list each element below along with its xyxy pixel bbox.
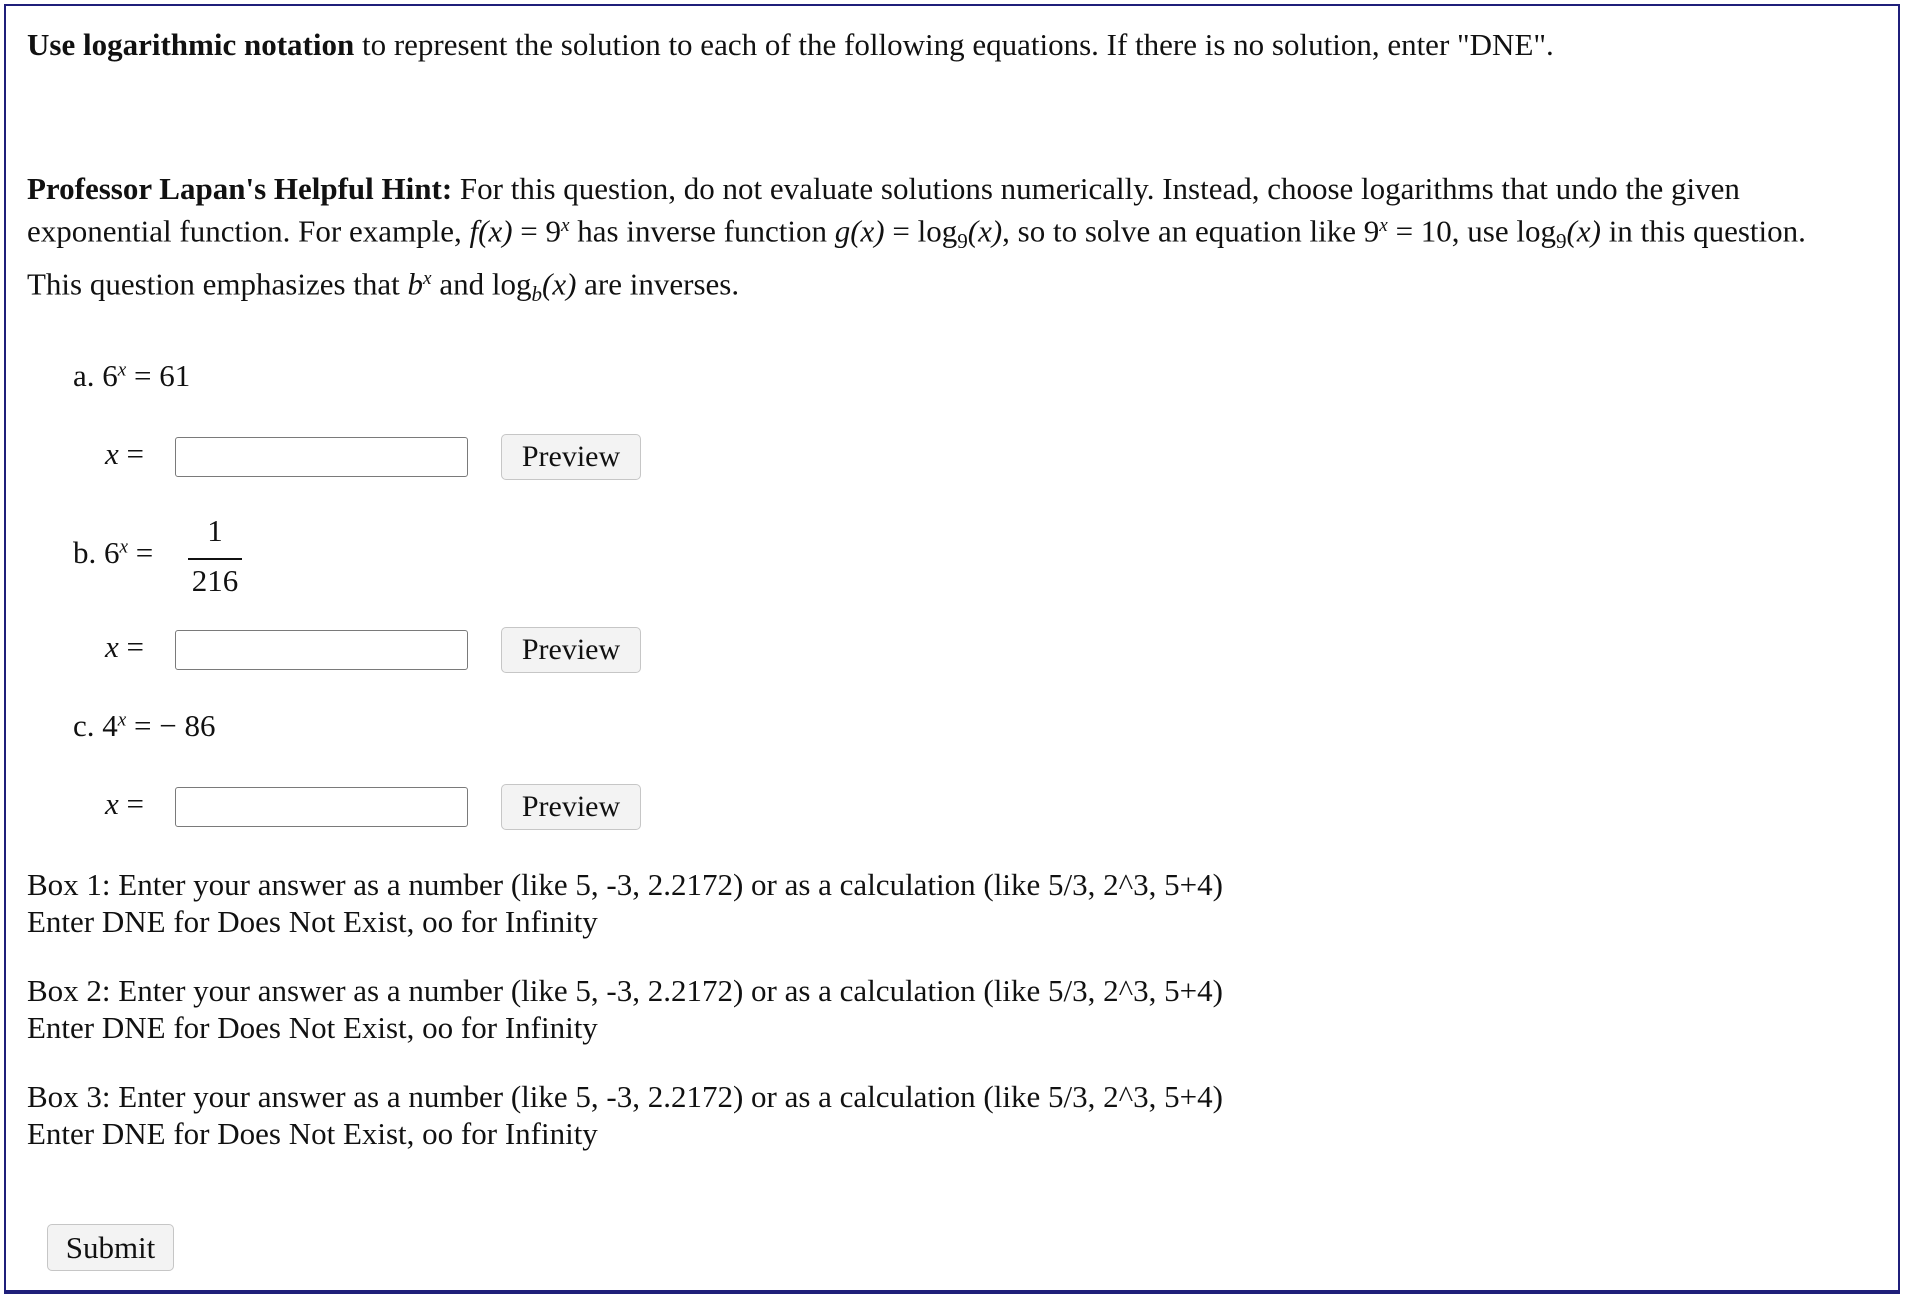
answer-b-input[interactable] [175,630,468,670]
question-b [73,535,153,571]
answer-c-label [105,786,144,822]
hint-gx: (x) [850,213,885,249]
box-3-help-line-2: Enter DNE for Does Not Exist, oo for Infinity [27,1116,598,1151]
box-2-help [27,972,1223,1046]
answer-a-label [105,436,144,472]
hint-g: g [834,213,851,249]
question-b-exp: x [119,536,129,558]
answer-a-eq: = [118,436,144,471]
hint-base-2: 9 [1555,228,1567,253]
question-a-rhs: 61 [159,358,191,393]
hint-base-1: 9 [957,228,968,253]
answer-c-var: x [105,786,119,821]
answer-a-var: x [105,436,119,471]
hint-f: f [469,213,479,249]
hint-text-2: has inverse function [569,213,835,249]
box-2-help-line-1: Box 2: Enter your answer as a number (like 5, -3, 2.2172) or as a calculation (like 5/3, 2^3, 5+4) [27,973,1223,1008]
answer-c-input[interactable] [175,787,468,827]
hint-b: b [407,266,424,302]
fraction-bar [188,558,242,560]
answer-a-input[interactable] [175,437,468,477]
hint-paragraph [27,170,1867,313]
answer-b-var: x [105,629,119,664]
fraction-denominator: 216 [191,563,239,598]
box-1-help-line-1: Box 1: Enter your answer as a number (like 5, -3, 2.2172) or as a calculation (like 5/3, 2^3, 5+4) [27,867,1223,902]
preview-c-button[interactable]: Preview [501,784,641,830]
question-a-exp: x [117,359,127,381]
question-a-base: a. 6 [73,358,118,393]
hint-text-5: and log [431,266,532,302]
answer-b-label [105,629,144,665]
hint-exp-1: x [561,215,570,236]
hint-base-3: b [531,281,542,306]
box-3-help-line-1: Box 3: Enter your answer as a number (like 5, -3, 2.2172) or as a calculation (like 5/3, 2^3, 5+4) [27,1079,1223,1114]
instructions-bold: Use logarithmic notation [27,27,355,62]
question-c [73,708,216,744]
question-a [73,358,190,394]
hint-logx-2: (x) [1566,213,1601,249]
hint-text-6: are inverses. [576,266,740,302]
hint-eq-1: = 9 [512,213,562,249]
submit-button[interactable]: Submit [47,1224,174,1271]
question-c-base: c. 4 [73,708,118,743]
hint-exp-2: x [1379,215,1388,236]
hint-fx: (x) [478,213,513,249]
preview-a-button[interactable]: Preview [501,434,641,480]
frame-bottom-rule [4,1290,1900,1292]
box-1-help [27,866,1223,940]
box-3-help [27,1078,1223,1152]
question-c-eq: = [126,708,160,743]
hint-logx-3: (x) [542,266,577,302]
preview-b-button[interactable]: Preview [501,627,641,673]
question-c-exp: x [117,709,127,731]
hint-logx-1: (x) [967,213,1003,249]
fraction-numerator: 1 [207,513,223,548]
hint-eq-2: = log [884,213,958,249]
instructions [27,26,1554,63]
instructions-text: to represent the solution to each of the following equations. If there is no solution, enter "DNE". [354,27,1554,62]
hint-text-1: For this question, do not evaluate solutions numerically. Instead, choose logarithms that undo the given exponential function. For example, [27,171,1740,249]
hint-text-4: in this question. This question emphasizes that [27,213,1806,302]
hint-exp-3: x [423,267,432,289]
answer-b-eq: = [118,629,144,664]
question-a-eq: = [126,358,160,393]
hint-text-3: , so to solve an equation like 9 [1002,213,1380,249]
question-c-rhs: − 86 [159,708,216,743]
answer-c-eq: = [118,786,144,821]
hint-title: Professor Lapan's Helpful Hint: [27,171,453,206]
hint-eq-3: = 10, use log [1387,213,1556,249]
question-b-base: b. 6 [73,535,120,570]
box-1-help-line-2: Enter DNE for Does Not Exist, oo for Infinity [27,904,598,939]
box-2-help-line-2: Enter DNE for Does Not Exist, oo for Infinity [27,1010,598,1045]
question-b-eq: = [128,535,154,570]
